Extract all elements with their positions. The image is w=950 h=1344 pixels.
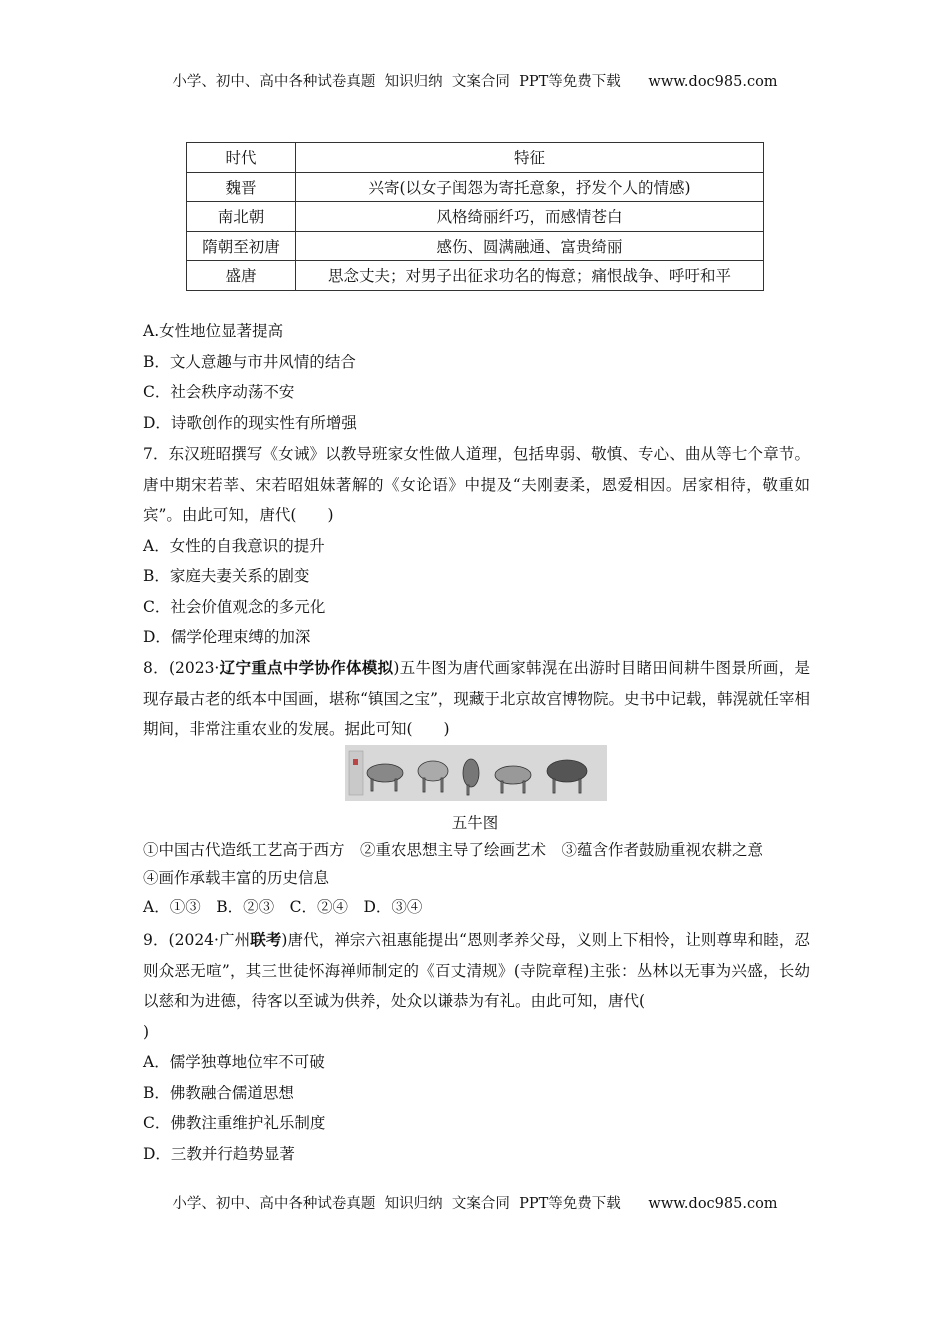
- painting-caption: 五牛图: [451, 814, 499, 832]
- table-cell: 魏晋: [187, 172, 296, 202]
- table-cell: 风格绮丽纤巧，而感情苍白: [296, 202, 764, 232]
- option-d: D．三教并行趋势显著: [143, 1144, 295, 1163]
- option-c: C．佛教注重维护礼乐制度: [143, 1114, 326, 1132]
- question-stem-end: ): [143, 1022, 150, 1041]
- option-c: C．社会秩序动荡不安: [143, 383, 295, 401]
- table-row: [187, 231, 764, 261]
- option-a: A．女性的自我意识的提升: [143, 536, 325, 555]
- table-row: [187, 261, 764, 291]
- question-stem: 7．东汉班昭撰写《女诫》以教导班家女性做人道理，包括卑弱、敬慎、专心、曲从等七个章节。唐中期宋若莘、宋若昭姐妹著解的《女论语》中提及“夫刚妻柔，恩爱相因。居家相待，敬重如宾”。由此可知，唐代( ): [143, 445, 810, 524]
- table-cell: 隋朝至初唐: [187, 231, 296, 261]
- question-number: 8．(2023·: [143, 659, 220, 677]
- page-header: 小学、初中、高中各种试卷真题 知识归纳 文案合同 PPT等免费下载 www.doc985.com: [172, 74, 778, 90]
- table-header: 特征: [296, 143, 764, 173]
- table-row: [187, 172, 764, 202]
- option-b: B．文人意趣与市井风情的结合: [143, 352, 356, 371]
- statement-items: ①中国古代造纸工艺高于西方 ②重农思想主导了绘画艺术 ③蕴含作者鼓励重视农耕之意: [143, 841, 764, 859]
- table-cell: 感伤、圆满融通、富贵绮丽: [296, 231, 764, 261]
- question-number: 9．(2024·广州: [143, 931, 251, 949]
- question-7: [143, 439, 810, 653]
- question-source: 联考: [250, 930, 282, 949]
- option-a: A.女性地位显著提高: [143, 322, 284, 340]
- question-9: [143, 925, 810, 1169]
- question-stem: [143, 653, 810, 745]
- option-d: D．儒学伦理束缚的加深: [143, 628, 311, 646]
- question-8: [143, 653, 810, 745]
- option-d: D．诗歌创作的现实性有所增强: [143, 413, 357, 432]
- question-8-choices: [143, 836, 810, 923]
- option-b: B．佛教融合儒道思想: [143, 1083, 294, 1102]
- question-text: )五牛图为唐代画家韩滉在出游时目睹田间耕牛图景所画，是现存最古老的纸本中国画，堪称“镇国之宝”，现藏于北京故宫博物院。史书中记载，韩滉就任宰相期间，非常注重农业的发展。据此可知( ): [143, 659, 810, 738]
- answer-options: A．①③ B．②③ C．②④ D．③④: [143, 898, 423, 916]
- table-cell: 兴寄(以女子闺怨为寄托意象，抒发个人的情感): [296, 172, 764, 202]
- table-row: [187, 202, 764, 232]
- table-header-row: [187, 143, 764, 173]
- option-c: C．社会价值观念的多元化: [143, 597, 326, 616]
- statement-items: ④画作承载丰富的历史信息: [143, 869, 330, 887]
- page-footer: 小学、初中、高中各种试卷真题 知识归纳 文案合同 PPT等免费下载 www.doc985.com: [172, 1196, 778, 1212]
- question-stem: [143, 925, 810, 1017]
- table-header: 时代: [187, 143, 296, 173]
- option-b: B．家庭夫妻关系的剧变: [143, 567, 310, 585]
- table-cell: 盛唐: [187, 261, 296, 291]
- era-features-table: [186, 142, 764, 291]
- five-oxen-painting: [345, 745, 607, 801]
- option-a: A．儒学独尊地位牢不可破: [143, 1053, 325, 1071]
- question-6-options: [143, 316, 810, 438]
- question-text: )唐代，禅宗六祖惠能提出“恩则孝养父母，义则上下相怜，让则尊卑和睦，忍则众恶无喧”，其三世徒怀海禅师制定的《百丈清规》(寺院章程)主张：丛林以无事为兴盛，长幼以慈和为进德，待客以至诚为供养，处众以谦恭为有礼。由此可知，唐代(: [143, 931, 810, 1010]
- question-source: 辽宁重点中学协作体模拟: [219, 658, 394, 677]
- table-cell: 南北朝: [187, 202, 296, 232]
- table-cell: 思念丈夫；对男子出征求功名的悔意；痛恨战争、呼吁和平: [296, 261, 764, 291]
